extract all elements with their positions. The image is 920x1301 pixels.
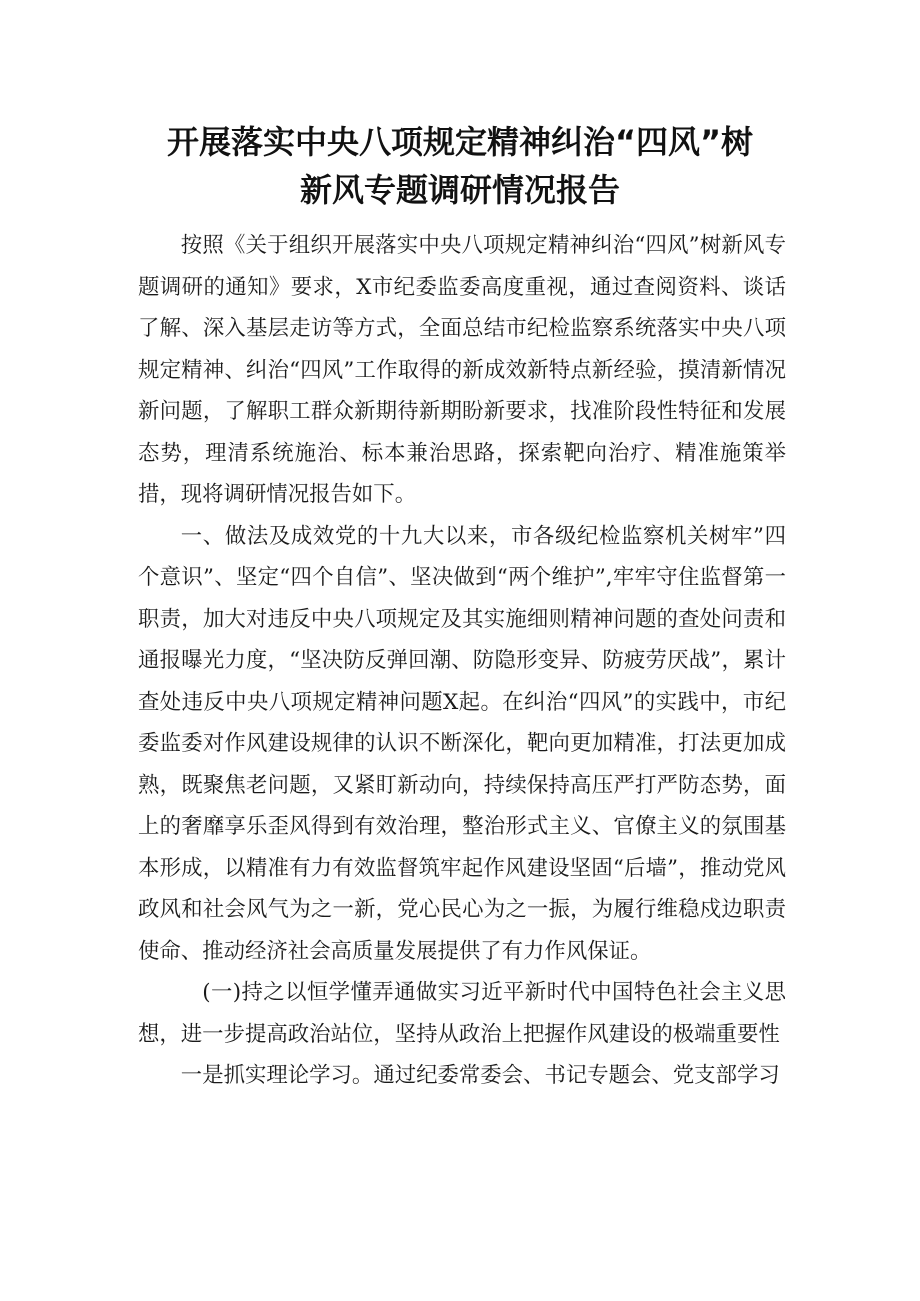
paragraph-intro: 按照《关于组织开展落实中央八项规定精神纠治“四风”树新风专题调研的通知》要求，X市纪委监委高度重视，通过查阅资料、谈话了解、深入基层走访等方式，全面总结市纪检监察系统落实中央八项规定精神、纠治“四风”工作取得的新成效新特点新经验，摸清新情况新问题，了解职工群众新期待新期盼新要求，找准阶段性特征和发展态势，理清系统施治、标本兼治思路，探索靶向治疗、精准施策举措，现将调研情况报告如下。 [138,233,786,507]
document-title-line-1: 开展落实中央八项规定精神纠治“四风”树 [166,123,754,161]
paragraph-section-1: 一、做法及成效党的十九大以来，市各级纪检监察机关树牢”四个意识”、坚定“四个自信”、坚决做到“两个维护”,牢牢守住监督第一职责，加大对违反中央八项规定及其实施细则精神问题的查处问责和通报曝光力度，“坚决防反弹回潮、防隐形变异、防疲劳厌战”，累计查处违反中央八项规定精神问题X起。在纠治“四风”的实践中，市纪委监委对作风建设规律的认识不断深化，靶向更加精准，打法更加成熟，既聚焦老问题，又紧盯新动向，持续保持高压严打严防态势，面上的奢靡享乐歪风得到有效治理，整治形式主义、官僚主义的氛围基本形成，以精准有力有效监督筑牢起作风建设坚固“后墙”，推动党风政风和社会风气为之一新，党心民心为之一振，为履行维稳戍边职责使命、推动经济社会高质量发展提供了有力作风保证。 [138,523,786,964]
document-title-line-2: 新风专题调研情况报告 [299,171,620,209]
paragraph-point-1: 一是抓实理论学习。通过纪委常委会、书记专题会、党支部学习 [180,1063,780,1088]
paragraph-subsection-1: (一)持之以恒学懂弄通做实习近平新时代中国特色社会主义思想，进一步提高政治站位，坚持从政治上把握作风建设的极端重要性 [138,980,786,1047]
document-body [138,225,786,1097]
